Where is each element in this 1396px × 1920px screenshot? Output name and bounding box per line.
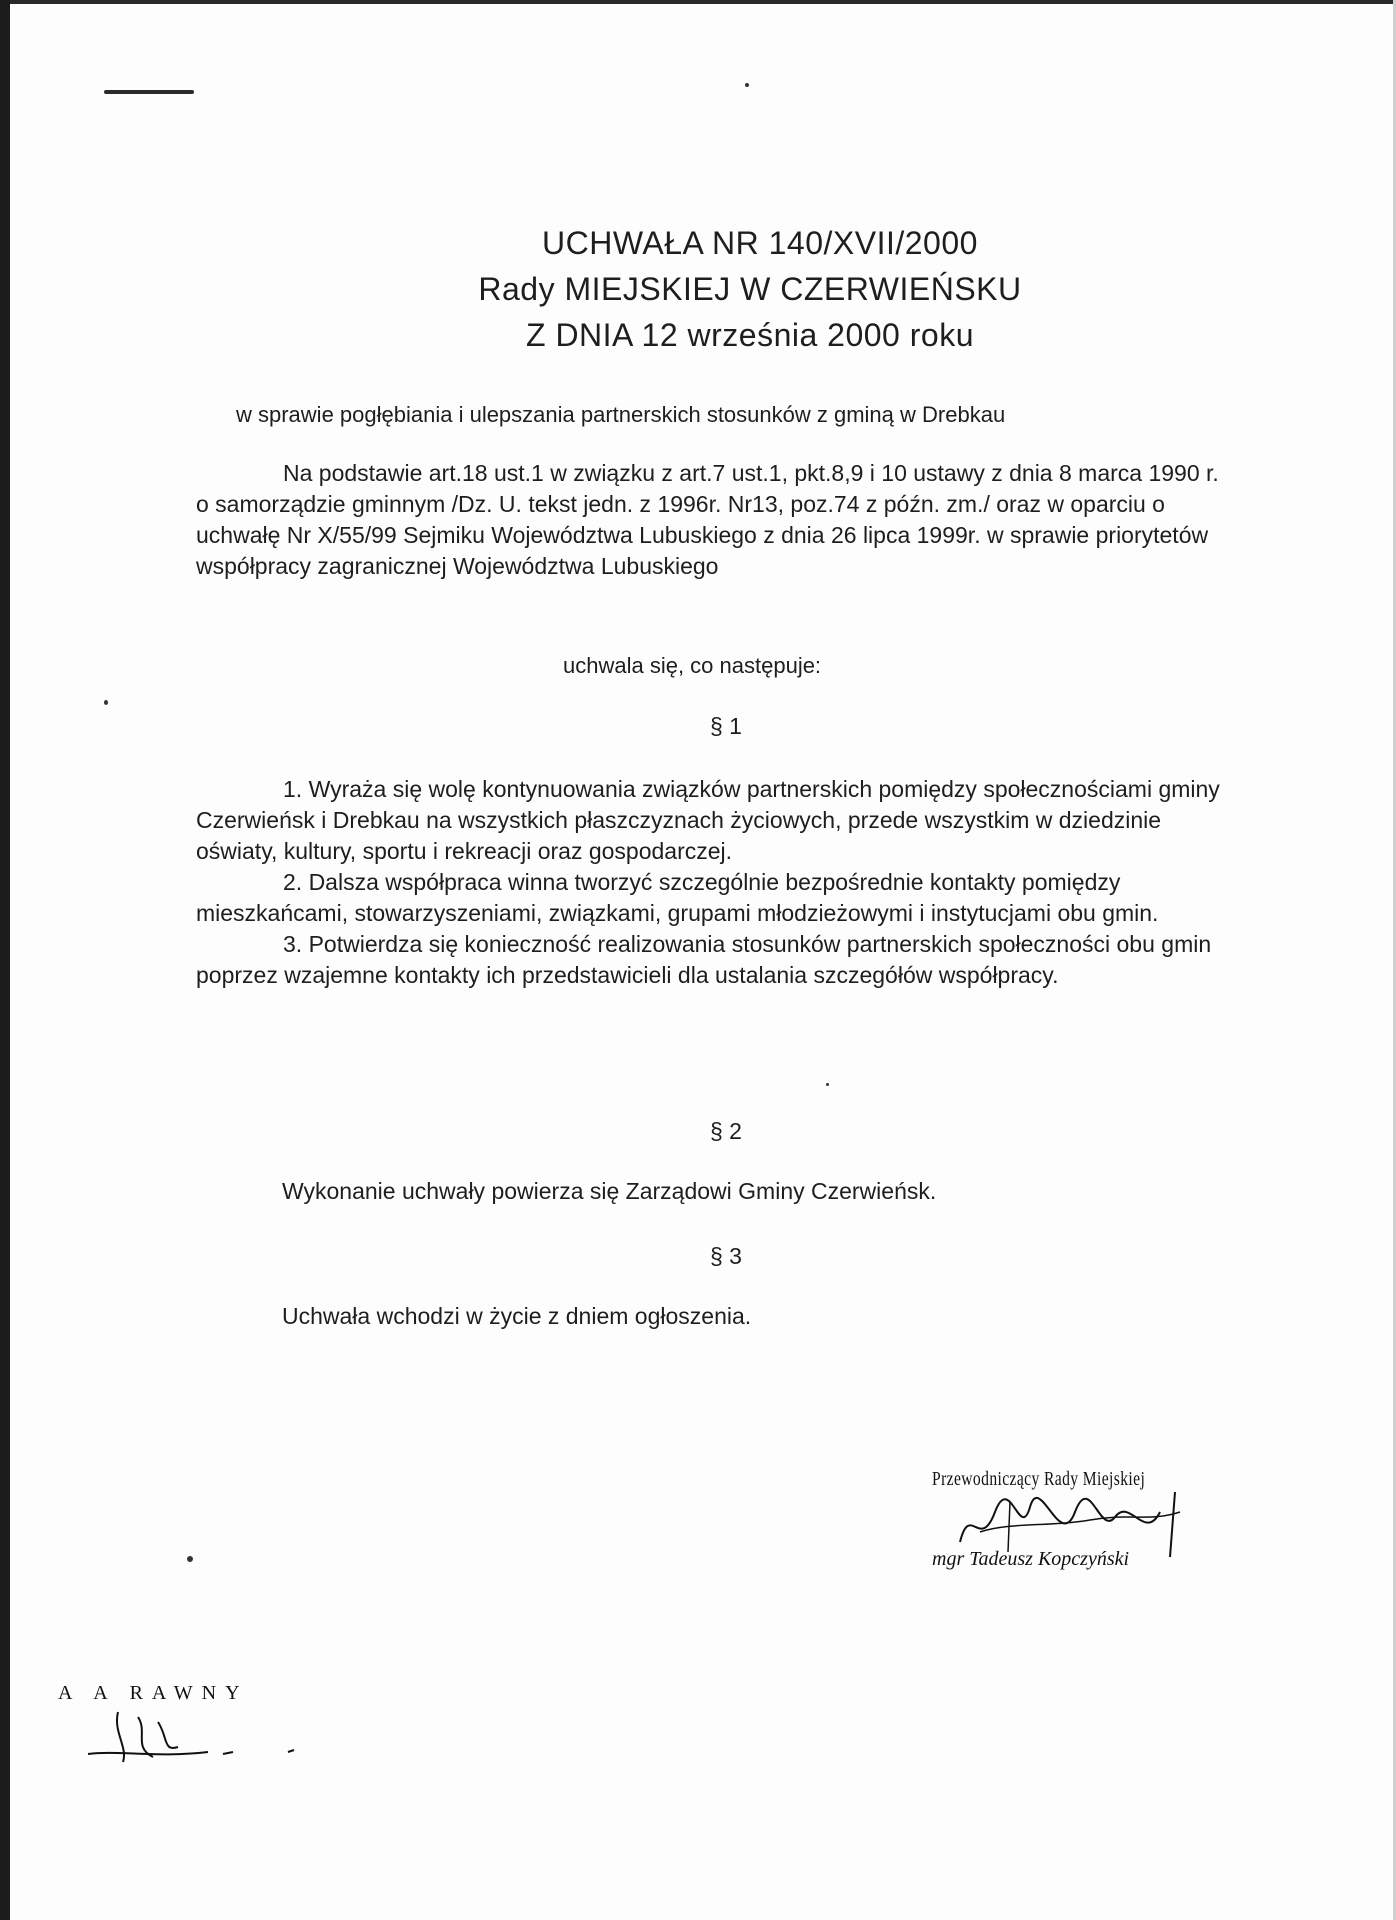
resolution-subject: w sprawie pogłębiania i ulepszania partnerskich stosunków z gminą w Drebkau xyxy=(236,402,1006,427)
signatory-role: Przewodniczący Rady Miejskiej xyxy=(932,1468,1146,1490)
section-1-points xyxy=(196,774,1236,991)
section-1-point-2: 2. Dalsza współpraca winna tworzyć szczególnie bezpośrednie kontakty pomiędzy mieszkańcami, stowarzyszeniami, związkami, grupami młodzieżowymi i instytucjami obu gmin. xyxy=(196,869,1159,926)
scan-speck xyxy=(187,1556,193,1562)
enacting-clause: uchwala się, co następuje: xyxy=(563,653,822,678)
resolution-date: Z DNIA 12 września 2000 roku xyxy=(526,317,974,353)
section-1-point-1: 1. Wyraża się wolę kontynuowania związków partnerskich pomiędzy społecznościami gminy Czerwieńsk i Drebkau na wszystkich płaszczyznach życiowych, przede wszystkim w dziedzinie oświaty, kultury, sportu i rekreacji oraz gospodarczej. xyxy=(196,776,1220,864)
scan-speck xyxy=(826,1083,829,1086)
stamp-label: A A RAWNY xyxy=(58,1682,249,1704)
section-1-point-3: 3. Potwierdza się konieczność realizowania stosunków partnerskich społeczności obu gmin poprzez wzajemne kontakty ich przedstawicieli dla ustalania szczegółów współpracy. xyxy=(196,931,1212,988)
resolution-header xyxy=(380,220,1140,358)
signatory-name: mgr Tadeusz Kopczyński xyxy=(932,1548,1130,1570)
legal-basis-preamble: Na podstawie art.18 ust.1 w związku z art.7 ust.1, pkt.8,9 i 10 ustawy z dnia 8 marca 1990 r. o samorządzie gminnym /Dz. U. tekst jedn. z 1996r. Nr13, poz.74 z późn. zm./ oraz w oparciu o uchwałę Nr X/55/99 Sejmiku Województwa Lubuskiego z dnia 26 lipca 1999r. w sprawie priorytetów współpracy zagranicznej Województwa Lubuskiego xyxy=(196,460,1219,579)
scan-mark xyxy=(104,90,194,94)
scan-left-edge xyxy=(0,0,10,1920)
section-1-mark: § 1 xyxy=(710,713,742,739)
conformity-stamp xyxy=(58,1672,388,1772)
scan-speck xyxy=(745,83,749,87)
section-2-mark: § 2 xyxy=(710,1118,742,1144)
chairman-signature-stamp xyxy=(930,1460,1230,1580)
section-3-text: Uchwała wchodzi w życie z dniem ogłoszenia. xyxy=(282,1303,752,1329)
section-2-text: Wykonanie uchwały powierza się Zarządowi Gminy Czerwieńsk. xyxy=(282,1178,937,1204)
scan-speck xyxy=(104,700,108,705)
council-name: Rady MIEJSKIEJ W CZERWIEŃSKU xyxy=(478,271,1022,307)
resolution-title: UCHWAŁA NR 140/XVII/2000 xyxy=(542,225,978,261)
stamp-handwriting xyxy=(58,1702,358,1772)
scan-top-edge xyxy=(0,0,1396,4)
section-3-mark: § 3 xyxy=(710,1243,742,1269)
